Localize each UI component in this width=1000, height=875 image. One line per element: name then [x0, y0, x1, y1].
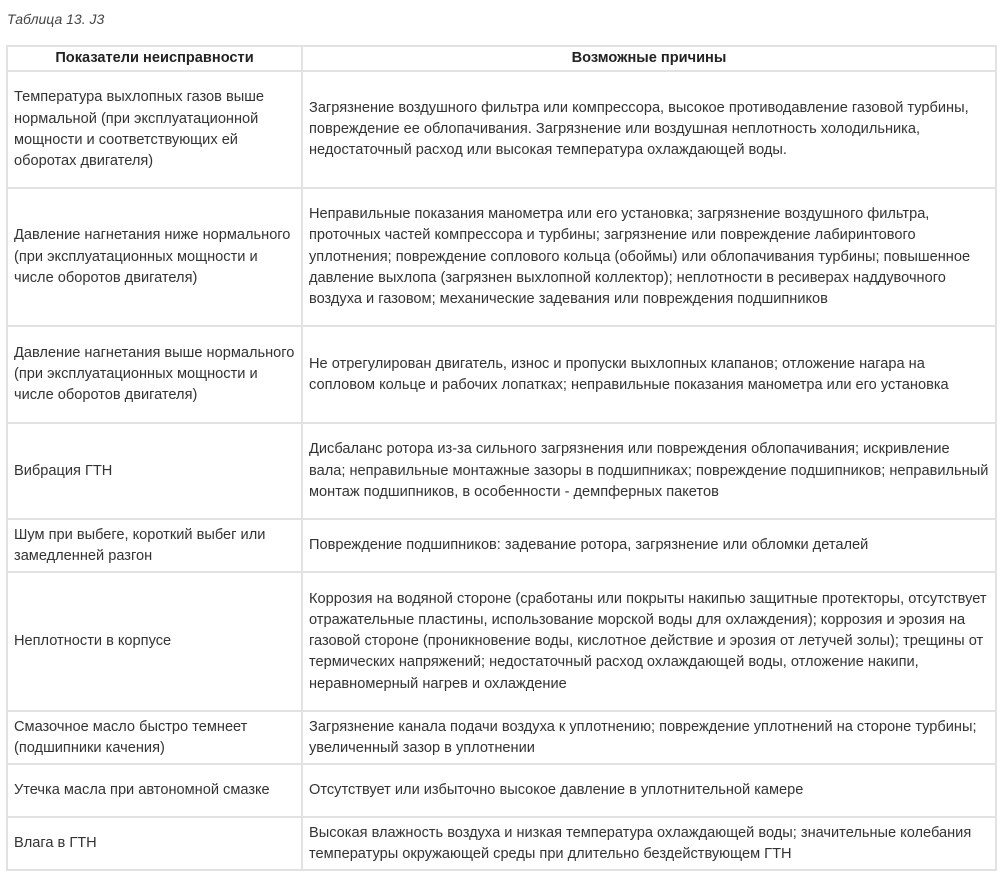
column-header-symptoms: Показатели неисправности	[7, 46, 302, 71]
table-row	[7, 711, 996, 764]
table-row	[7, 423, 996, 519]
causes-cell: Повреждение подшипников: задевание ротора, загрязнение или обломки деталей	[302, 519, 996, 572]
symptom-cell: Вибрация ГТН	[7, 423, 302, 519]
table-row	[7, 817, 996, 870]
symptom-cell: Утечка масла при автономной смазке	[7, 764, 302, 817]
causes-cell: Неправильные показания манометра или его установка; загрязнение воздушного фильтра, проточных частей компрессора и турбины; загрязнение или повреждение лабиринтового уплотнения; повреждение соплового кольца (обоймы) или облопачивания турбины; повышенное давление выхлопа (загрязнен выхлопной коллектор); неплотности в ресиверах наддувочного воздуха и газовом; механические задевания или повреждения подшипников	[302, 188, 996, 326]
symptom-cell: Смазочное масло быстро темнеет (подшипники качения)	[7, 711, 302, 764]
causes-cell: Высокая влажность воздуха и низкая температура охлаждающей воды; значительные колебания температуры окружающей среды при длительно бездействующем ГТН	[302, 817, 996, 870]
causes-cell: Дисбаланс ротора из-за сильного загрязнения или повреждения облопачивания; искривление вала; неправильные монтажные зазоры в подшипниках; повреждение подшипников; неправильный монтаж подшипников, в особенности - демпферных пакетов	[302, 423, 996, 519]
table-caption: Таблица 13. J3	[7, 11, 105, 27]
symptom-cell: Давление нагнетания выше нормального (при эксплуатационных мощности и числе оборотов двигателя)	[7, 326, 302, 423]
table-row	[7, 326, 996, 423]
symptom-cell: Шум при выбеге, короткий выбег или замедленней разгон	[7, 519, 302, 572]
table-row	[7, 188, 996, 326]
causes-cell: Коррозия на водяной стороне (сработаны или покрыты накипью защитные протекторы, отсутствует отражательные пластины, использование морской воды для охлаждения); коррозия и эрозия на газовой стороне (проникновение воды, кислотное действие и эрозия от летучей золы); трещины от термических напряжений; недостаточный расход охлаждающей воды, отложение накипи, неравномерный нагрев и охлаждение	[302, 572, 996, 711]
causes-cell: Загрязнение канала подачи воздуха к уплотнению; повреждение уплотнений на стороне турбины; увеличенный зазор в уплотнении	[302, 711, 996, 764]
table-row	[7, 71, 996, 188]
symptom-cell: Давление нагнетания ниже нормального (при эксплуатационных мощности и числе оборотов двигателя)	[7, 188, 302, 326]
symptom-cell: Неплотности в корпусе	[7, 572, 302, 711]
causes-cell: Не отрегулирован двигатель, износ и пропуски выхлопных клапанов; отложение нагара на сопловом кольце и рабочих лопатках; неправильные показания манометра или его установка	[302, 326, 996, 423]
table-header-row	[7, 46, 996, 71]
table-row	[7, 572, 996, 711]
symptom-cell: Влага в ГТН	[7, 817, 302, 870]
causes-cell: Отсутствует или избыточно высокое давление в уплотнительной камере	[302, 764, 996, 817]
causes-cell: Загрязнение воздушного фильтра или компрессора, высокое противодавление газовой турбины, повреждение ее облопачивания. Загрязнение или воздушная неплотность холодильника, недостаточный расход или высокая температура охлаждающей воды.	[302, 71, 996, 188]
table-row	[7, 519, 996, 572]
symptom-cell: Температура выхлопных газов выше нормальной (при эксплуатационной мощности и соответствующих ей оборотах двигателя)	[7, 71, 302, 188]
table-row	[7, 764, 996, 817]
fault-table	[6, 45, 997, 871]
column-header-causes: Возможные причины	[302, 46, 996, 71]
